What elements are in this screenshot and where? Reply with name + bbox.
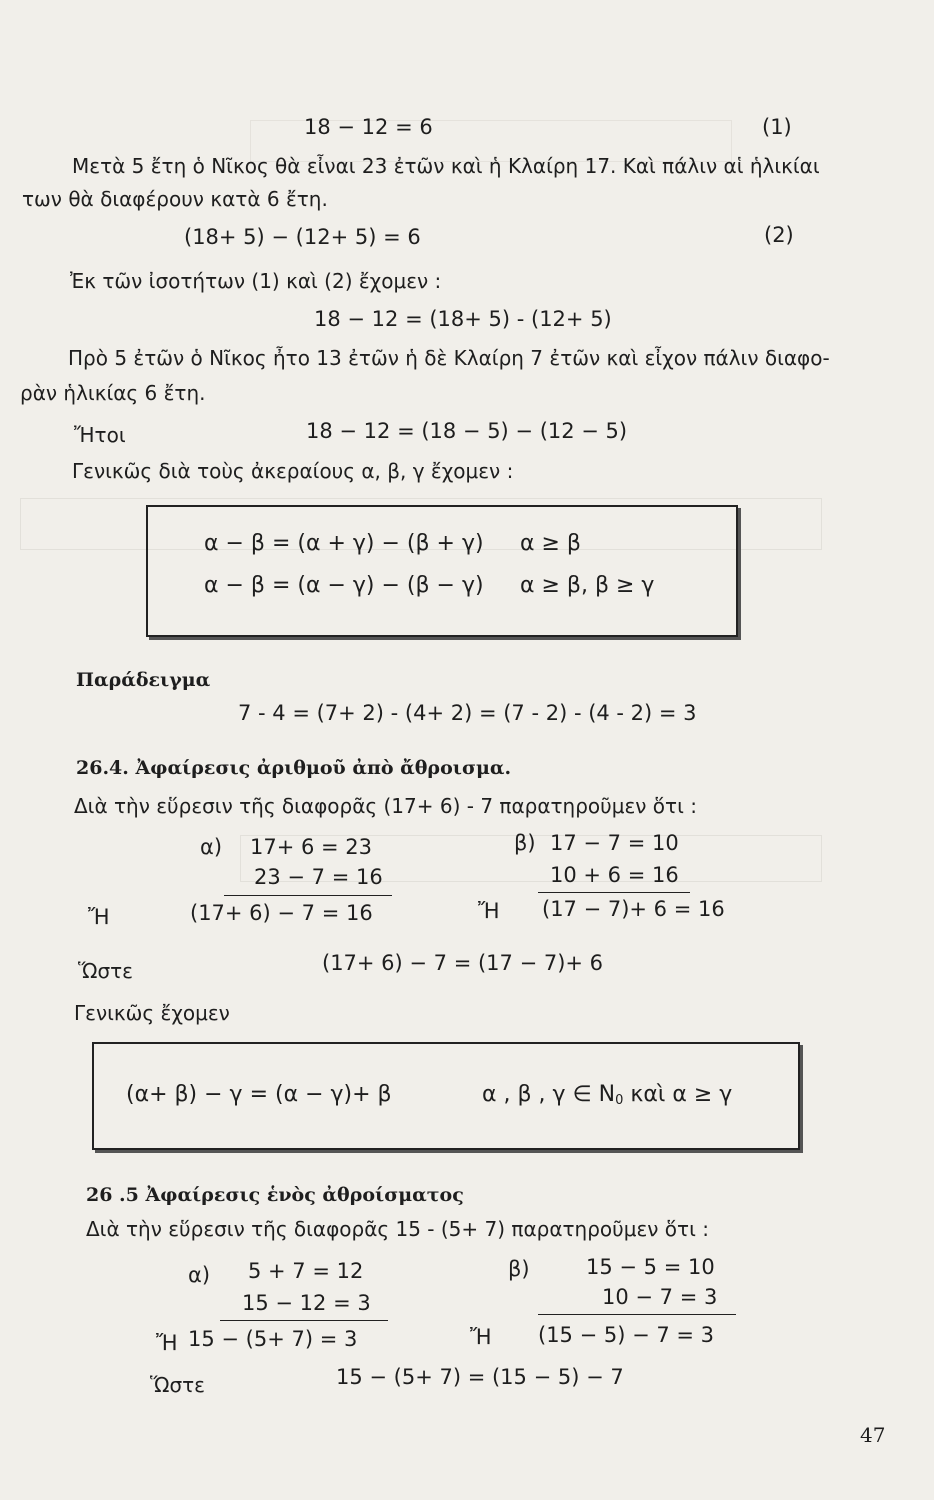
section-26-5-intro: Διὰ τὴν εὕρεσιν τῆς διαφορᾶς 15 - (5+ 7) παρατηροῦμεν ὅτι : (86, 1217, 709, 1241)
s264-a-line-2: 23 − 7 = 16 (254, 865, 383, 889)
equation-4: 18 − 12 = (18 − 5) − (12 − 5) (306, 419, 628, 443)
box1-row1-condition: α ≥ β (520, 531, 581, 556)
formula-box-1 (146, 505, 738, 637)
example-heading: Παράδειγμα (76, 669, 211, 691)
box1-row2-condition: α ≥ β, β ≥ γ (520, 573, 655, 598)
s264-b-rule (538, 892, 690, 893)
equation-3: 18 − 12 = (18+ 5) - (12+ 5) (314, 307, 612, 331)
s265-wste-equation: 15 − (5+ 7) = (15 − 5) − 7 (336, 1365, 624, 1389)
s264-b-result: (17 − 7)+ 6 = 16 (542, 897, 725, 921)
s264-general: Γενικῶς ἔχομεν (74, 1001, 230, 1025)
s265-b-label: β) (508, 1257, 530, 1281)
s265-b-rule (538, 1314, 736, 1315)
s265-wste-label: Ὥστε (150, 1373, 205, 1397)
s265-a-rule (220, 1320, 388, 1321)
s264-a-line-1: 17+ 6 = 23 (250, 835, 373, 859)
paragraph-3-line-2: ρὰν ἡλικίας 6 ἔτη. (20, 381, 206, 405)
s265-h-label: Ἤ (156, 1331, 178, 1355)
section-26-4-heading: 26.4. Ἀφαίρεσις ἀριθμοῦ ἀπὸ ἄθροισμα. (76, 757, 512, 779)
paragraph-3-line-1: Πρὸ 5 ἐτῶν ὁ Νῖκος ἦτο 13 ἐτῶν ἡ δὲ Κλαίρη 7 ἐτῶν καὶ εἶχον πάλιν διαφο- (68, 346, 830, 370)
s265-a-line-2: 15 − 12 = 3 (242, 1291, 371, 1315)
s264-wste-equation: (17+ 6) − 7 = (17 − 7)+ 6 (322, 951, 604, 975)
s264-b-label: β) (514, 831, 536, 855)
page-number: 47 (860, 1423, 886, 1447)
paragraph-2: Ἐκ τῶν ἰσοτήτων (1) καὶ (2) ἔχομεν : (70, 269, 442, 293)
box2-condition (482, 1082, 732, 1114)
s264-a-result: (17+ 6) − 7 = 16 (190, 901, 373, 925)
section-26-5-heading: 26 .5 Ἀφαίρεσις ἑνὸς ἀθροίσματος (86, 1184, 464, 1206)
s265-a-label: α) (188, 1263, 211, 1287)
paragraph-1-line-1: Μετὰ 5 ἔτη ὁ Νῖκος θὰ εἶναι 23 ἐτῶν καὶ ἡ Κλαίρη 17. Καὶ πάλιν αἱ ἡλικίαι (72, 154, 820, 178)
s264-a-rule (224, 895, 392, 896)
box2-condition-subscript: 0 (615, 1093, 624, 1108)
equation-1: 18 − 12 = 6 (304, 115, 433, 139)
s265-b-line-1: 15 − 5 = 10 (586, 1255, 715, 1279)
s264-a-label: α) (200, 835, 223, 859)
box2-formula: (α+ β) − γ = (α − γ)+ β (126, 1082, 392, 1107)
paragraph-1-line-2: των θὰ διαφέρουν κατὰ 6 ἔτη. (22, 187, 328, 211)
s265-a-line-1: 5 + 7 = 12 (248, 1259, 364, 1283)
box1-row2-formula: α − β = (α − γ) − (β − γ) (204, 573, 484, 598)
s264-b-line-2: 10 + 6 = 16 (550, 863, 679, 887)
s264-b-line-1: 17 − 7 = 10 (550, 831, 679, 855)
equation-2: (18+ 5) − (12+ 5) = 6 (184, 225, 421, 249)
box2-condition-tail: καὶ α ≥ γ (623, 1082, 733, 1107)
equation-2-tag: (2) (764, 223, 794, 247)
s265-h-label-2: Ἤ (470, 1325, 492, 1349)
section-26-4-intro: Διὰ τὴν εὕρεσιν τῆς διαφορᾶς (17+ 6) - 7 παρατηροῦμεν ὅτι : (74, 794, 697, 818)
formula-box-2 (92, 1042, 800, 1150)
s264-wste-label: Ὥστε (78, 959, 133, 983)
s264-h-label: Ἤ (88, 905, 110, 929)
equation-1-tag: (1) (762, 115, 792, 139)
example-equation: 7 - 4 = (7+ 2) - (4+ 2) = (7 - 2) - (4 - 2) = 3 (238, 701, 697, 725)
s265-a-result: 15 − (5+ 7) = 3 (188, 1327, 358, 1351)
s264-h-label-2: Ἤ (478, 899, 500, 923)
box1-row1-formula: α − β = (α + γ) − (β + γ) (204, 531, 484, 556)
paragraph-4: Γενικῶς διὰ τοὺς ἀκεραίους α, β, γ ἔχομεν : (72, 459, 514, 483)
htoi-label: Ἤτοι (74, 423, 126, 447)
s265-b-result: (15 − 5) − 7 = 3 (538, 1323, 715, 1347)
s265-b-line-2: 10 − 7 = 3 (602, 1285, 718, 1309)
box2-condition-sets: α , β , γ ∈ N (482, 1082, 616, 1107)
